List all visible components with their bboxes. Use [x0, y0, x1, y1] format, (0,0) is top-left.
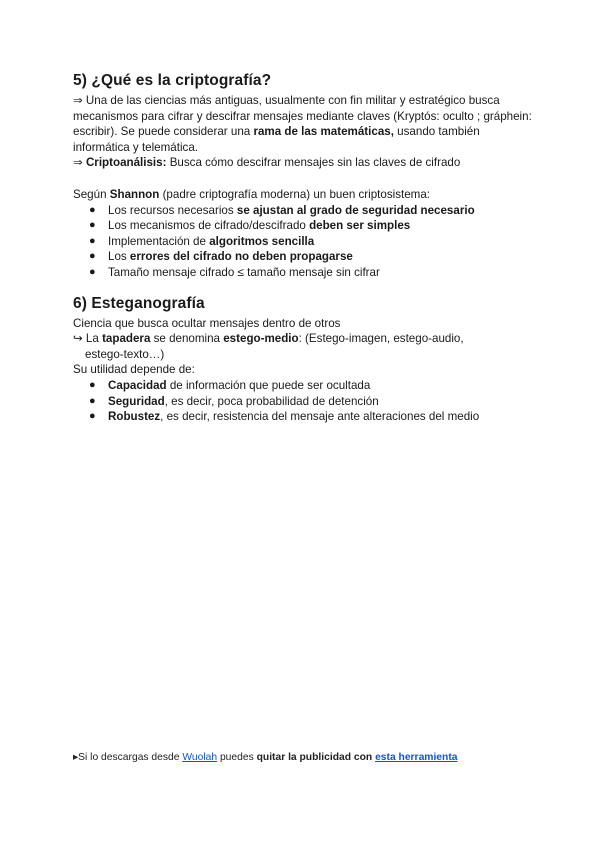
list-item — [73, 378, 533, 394]
arrow-glyph: ⇒ — [73, 156, 86, 170]
shannon-criteria-list — [73, 203, 533, 281]
item-text: Tamaño mensaje cifrado ≤ tamaño mensaje sin cifrar — [108, 265, 380, 279]
criptoanalisis-term: Criptoanálisis: — [85, 156, 167, 170]
bullet-icon: ● — [89, 234, 96, 247]
bullet-icon: ● — [89, 219, 96, 232]
footer-text: ▸Si lo descargas desde — [73, 752, 183, 763]
tapadera-text: se denomina — [150, 332, 224, 346]
list-item — [73, 234, 533, 250]
paragraph-text: ⇒ Una de las ciencias más antiguas, usualmente con fin militar y estratégico busca mecanismos para cifrar y descifrar mensajes mediante claves (Kryptós: oculto ; gráphein: escribir). Se puede considerar una — [73, 94, 532, 139]
item-text: Los — [108, 250, 130, 264]
wuolah-link[interactable]: Wuolah — [182, 752, 218, 763]
tool-link[interactable]: esta herramienta — [375, 752, 458, 763]
shannon-name: Shannon — [109, 187, 160, 201]
criptoanalisis-line — [73, 155, 533, 171]
item-bold: Seguridad — [108, 394, 165, 408]
list-item — [73, 249, 533, 265]
item-bold: Capacidad — [108, 378, 167, 392]
paragraph-text: usando también informática y telemática. — [73, 125, 480, 154]
section-6-title: 6) Esteganografía — [73, 294, 205, 312]
bullet-icon: ● — [89, 410, 96, 423]
paragraph-bold: rama de las matemáticas, — [253, 125, 394, 139]
document-body — [73, 72, 533, 425]
section-5-paragraph — [73, 93, 533, 155]
bullet-icon: ● — [89, 378, 96, 391]
list-item — [73, 218, 533, 234]
tapadera-continuation: estego-texto…) — [85, 347, 165, 361]
list-item — [73, 394, 533, 410]
footer-text: puedes — [217, 752, 257, 763]
item-bold: algoritmos sencilla — [209, 234, 315, 248]
bullet-icon: ● — [89, 265, 96, 278]
list-item — [73, 409, 533, 425]
hook-arrow-glyph: ↪ La — [73, 332, 103, 346]
tapadera-term: tapadera — [102, 332, 151, 346]
tapadera-line — [73, 331, 533, 347]
bullet-icon: ● — [89, 203, 96, 216]
tapadera-examples: : (Estego-imagen, estego-audio, — [298, 332, 464, 346]
estego-medio-term: estego-medio — [223, 332, 299, 346]
item-text: Los mecanismos de cifrado/descifrado — [108, 219, 310, 233]
shannon-text: (padre criptografía moderna) un buen criptosistema: — [159, 187, 431, 201]
item-bold: se ajustan al grado de seguridad necesario — [236, 203, 475, 217]
bullet-icon: ● — [89, 394, 96, 407]
utilidad-list — [73, 378, 533, 425]
item-bold: Robustez — [108, 410, 161, 424]
item-bold: errores del cifrado no deben propagarse — [129, 250, 353, 264]
list-item — [73, 265, 533, 281]
item-text: Los recursos necesarios — [108, 203, 237, 217]
criptoanalisis-desc: Busca cómo descifrar mensajes sin las claves de cifrado — [166, 156, 461, 170]
footer-bold: quitar la publicidad con — [256, 752, 373, 763]
shannon-intro — [73, 187, 533, 203]
item-bold: deben ser simples — [309, 219, 411, 233]
item-text: Implementación de — [108, 234, 210, 248]
shannon-text: Según — [73, 187, 110, 201]
list-item — [73, 203, 533, 219]
download-footer — [73, 751, 457, 763]
item-text: , es decir, poca probabilidad de detención — [164, 394, 379, 408]
item-text: , es decir, resistencia del mensaje ante alteraciones del medio — [160, 410, 480, 424]
bullet-icon: ● — [89, 250, 96, 263]
section-5-title: 5) ¿Qué es la criptografía? — [73, 72, 272, 89]
item-text: de información que puede ser ocultada — [166, 378, 371, 392]
section-6-subtitle: Ciencia que busca ocultar mensajes dentro de otros — [73, 316, 341, 330]
utilidad-intro: Su utilidad depende de: — [73, 363, 195, 377]
